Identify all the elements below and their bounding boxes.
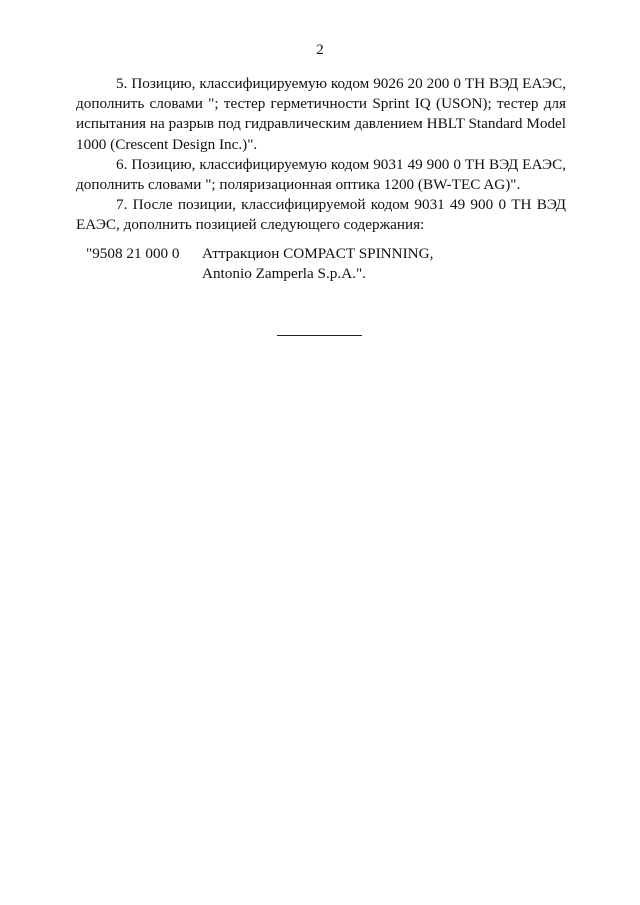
paragraph-item-5: 5. Позицию, классифицируемую кодом 9026 20 200 0 ТН ВЭД ЕАЭС, дополнить словами "; тестер герметичности Sprint IQ (USON); тестер для испытания на разрыв под гидравлическим давлением HBLT Standard Model 1000 (Crescent Design Inc.)".	[76, 75, 566, 153]
end-separator-line	[277, 335, 362, 336]
document-body	[76, 74, 566, 236]
entry-description-line-2: Antonio Zamperla S.p.A.".	[202, 265, 366, 283]
entry-description-line-1: Аттракцион COMPACT SPINNING,	[202, 245, 434, 262]
page-number: 2	[316, 42, 324, 58]
entry-description	[202, 244, 433, 284]
paragraph-item-7: 7. После позиции, классифицируемой кодом 9031 49 900 0 ТН ВЭД ЕАЭС, дополнить позицией следующего содержания:	[76, 196, 566, 234]
paragraph-item-6: 6. Позицию, классифицируемую кодом 9031 49 900 0 ТН ВЭД ЕАЭС, дополнить словами "; поляризационная оптика 1200 (BW-TEC AG)".	[76, 155, 566, 194]
entry-code: "9508 21 000 0	[86, 245, 180, 262]
